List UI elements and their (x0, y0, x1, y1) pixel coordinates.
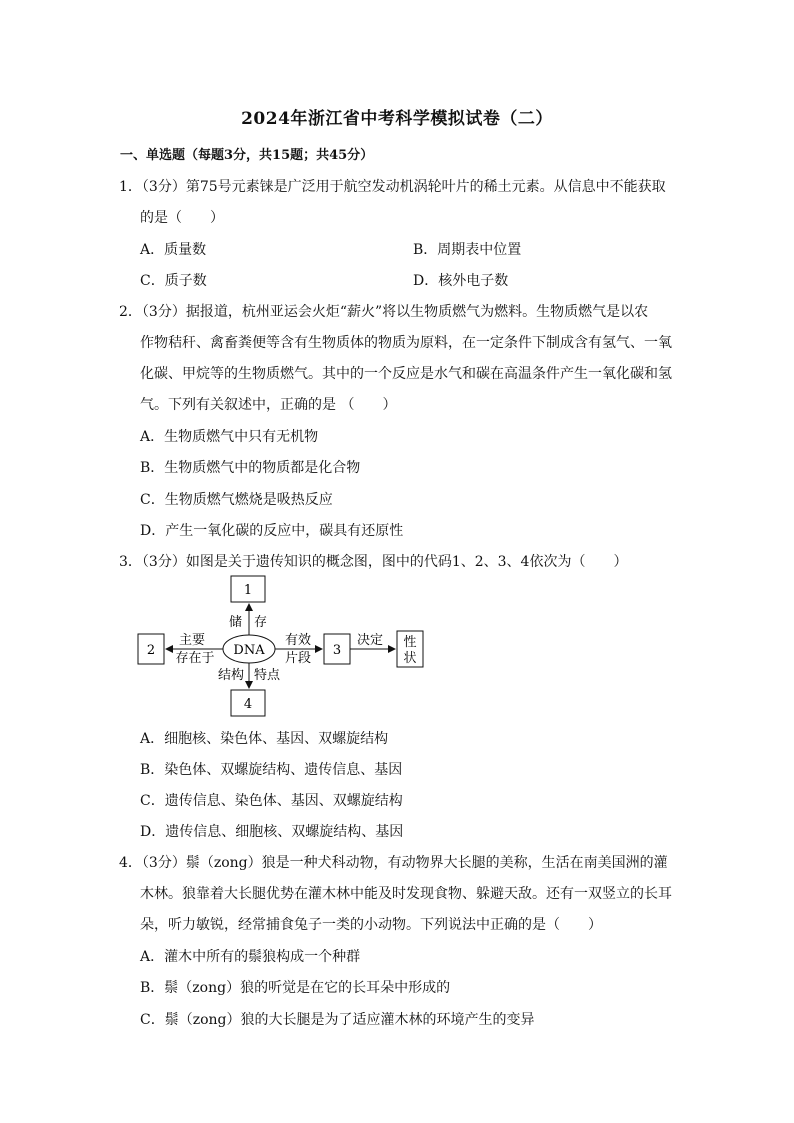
q3-option-c[interactable]: C．遗传信息、染色体、基因、双螺旋结构 (140, 793, 403, 809)
label-main: 主要 (178, 633, 206, 648)
label-exist-in: 存在于 (175, 651, 215, 666)
q4-option-c[interactable]: C．鬃（zong）狼的大长腿是为了适应灌木林的环境产生的变异 (140, 1012, 535, 1028)
q3-stem-line1: 3．（3分）如图是关于遗传知识的概念图，图中的代码1、2、3、4依次为（ ） (119, 554, 628, 570)
box-4-label: 4 (243, 697, 253, 712)
box-1-label: 1 (243, 583, 253, 598)
q2-stem-line3: 化碳、甲烷等的生物质燃气。其中的一个反应是水气和碳在高温条件产生一氧化碳和氢 (140, 366, 672, 382)
section-heading: 一、单选题（每题3分，共15题；共45分） (120, 148, 374, 163)
q4-option-a[interactable]: A．灌木中所有的鬃狼构成一个种群 (140, 949, 361, 965)
q3-option-d[interactable]: D．遗传信息、细胞核、双螺旋结构、基因 (140, 824, 404, 840)
genetics-concept-diagram (136, 574, 436, 723)
box-3-label: 3 (332, 643, 342, 658)
q2-option-a[interactable]: A．生物质燃气中只有无机物 (140, 429, 319, 445)
q2-stem-line1: 2．（3分）据报道，杭州亚运会火炬“薪火”将以生物质燃气为燃料。生物质燃气是以农 (119, 304, 649, 320)
q2-option-b[interactable]: B．生物质燃气中的物质都是化合物 (140, 460, 361, 476)
q2-stem-line4: 气。下列有关叙述中，正确的是 （ ） (140, 397, 397, 413)
q3-option-a[interactable]: A．细胞核、染色体、基因、双螺旋结构 (140, 731, 389, 747)
q4-stem-line3: 朵，听力敏锐，经常捕食兔子一类的小动物。下列说法中正确的是（ ） (140, 917, 602, 933)
q1-stem-line1: 1．（3分）第75号元素铼是广泛用于航空发动机涡轮叶片的稀土元素。从信息中不能获取 (119, 179, 666, 195)
q4-option-b[interactable]: B．鬃（zong）狼的听觉是在它的长耳朵中形成的 (140, 980, 451, 996)
label-effective: 有效 (284, 633, 312, 648)
q2-stem-line2: 作物秸秆、禽畜粪便等含有生物质体的物质为原料，在一定条件下制成含有氢气、一氧 (140, 335, 672, 351)
concept-map-svg (136, 574, 436, 719)
label-structure: 结构 (217, 668, 244, 683)
q1-stem-line2: 的是（ ） (140, 210, 224, 226)
label-feature: 特点 (254, 668, 281, 683)
trait-label-top: 性 (403, 635, 417, 650)
q1-option-a[interactable]: A．质量数 (140, 242, 207, 258)
q2-option-d[interactable]: D．产生一氧化碳的反应中，碳具有还原性 (140, 523, 404, 539)
q4-stem-line2: 木林。狼靠着大长腿优势在灌木林中能及时发现食物、躲避天敌。还有一双竖立的长耳 (140, 886, 672, 902)
q1-option-d[interactable]: D．核外电子数 (413, 273, 509, 289)
page-title: 2024年浙江省中考科学模拟试卷（二） (241, 109, 553, 129)
label-segment: 片段 (284, 651, 312, 666)
q1-option-b[interactable]: B．周期表中位置 (413, 242, 522, 258)
trait-label-bottom: 状 (403, 651, 417, 666)
box-2-label: 2 (146, 643, 156, 658)
label-decide: 决定 (356, 633, 384, 648)
q2-option-c[interactable]: C．生物质燃气燃烧是吸热反应 (140, 492, 333, 508)
label-store-2: 存 (254, 615, 268, 630)
q3-option-b[interactable]: B．染色体、双螺旋结构、遗传信息、基因 (140, 762, 403, 778)
q1-option-c[interactable]: C．质子数 (140, 273, 207, 289)
dna-label: DNA (233, 643, 265, 658)
label-store-1: 储 (228, 615, 242, 630)
q4-stem-line1: 4．（3分）鬃（zong）狼是一种犬科动物，有动物界大长腿的美称，生活在南美国洲的灌 (119, 855, 668, 871)
